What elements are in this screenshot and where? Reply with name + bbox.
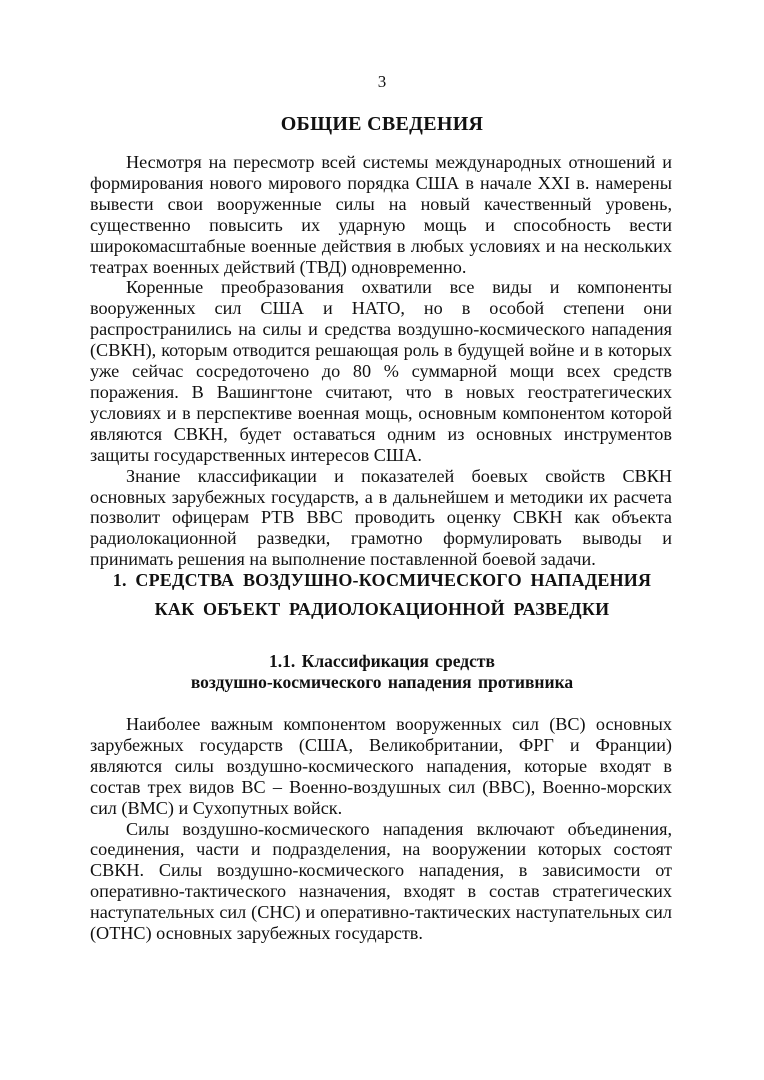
section-text [90,714,672,944]
paragraph: Коренные преобразования охватили все виды и компоненты вооруженных сил США и НАТО, но в особой степени они распространились на силы и средства воздушно-космического нападения (СВКН), которым отводится решающая роль в будущей войне и в которых уже сейчас сосредоточено до 80 % суммарной мощи всех средств поражения. В Вашингтоне считают, что в новых геостратегических условиях и в перспективе военная мощь, основным компонентом которой являются СВКН, будет оставаться одним из основных инструментов защиты государственных интересов США. [90,277,672,465]
section-title-line-1: 1.1. Классификация средств [269,651,495,671]
intro-text [90,152,672,570]
page-number: 3 [377,72,387,91]
section-title-line-2: воздушно-космического нападения противника [190,672,574,692]
paragraph: Несмотря на пересмотр всей системы международных отношений и формирования нового мирового порядка США в начале XXI в. намерены вывести свои вооруженные силы на новый качественный уровень, существенно повысить их ударную мощь и способность вести широкомасштабные военные действия в любых условиях и на нескольких театрах военных действий (ТВД) одновременно. [90,152,672,277]
paragraph: Знание классификации и показателей боевых свойств СВКН основных зарубежных государств, а в дальнейшем и методики их расчета позволит офицерам РТВ ВВС проводить оценку СВКН как объекта радиолокационной разведки, грамотно формулировать выводы и принимать решения на выполнение поставленной боевой задачи. [90,465,672,570]
paragraph: Наиболее важным компонентом вооруженных сил (ВС) основных зарубежных государств (США, Великобритании, ФРГ и Франции) являются силы воздушно-космического нападения, которые входят в состав трех видов ВС – Военно-воздушных сил (ВВС), Военно-морских сил (ВМС) и Сухопутных войск. [90,714,672,818]
paragraph: Силы воздушно-космического нападения включают объединения, соединения, части и подразделения, на вооружении которых состоят СВКН. Силы воздушно-космического нападения, в зависимости от оперативно-тактического назначения, входят в состав стратегических наступательных сил (СНС) и оперативно-тактических наступательных сил (ОТНС) основных зарубежных государств. [90,818,672,944]
chapter-title-line-2: КАК ОБЪЕКТ РАДИОЛОКАЦИОННОЙ РАЗВЕДКИ [154,599,610,619]
chapter-title-line-1: 1. СРЕДСТВА ВОЗДУШНО-КОСМИЧЕСКОГО НАПАДЕНИЯ [112,570,652,590]
page-heading: ОБЩИЕ СВЕДЕНИЯ [280,113,484,135]
